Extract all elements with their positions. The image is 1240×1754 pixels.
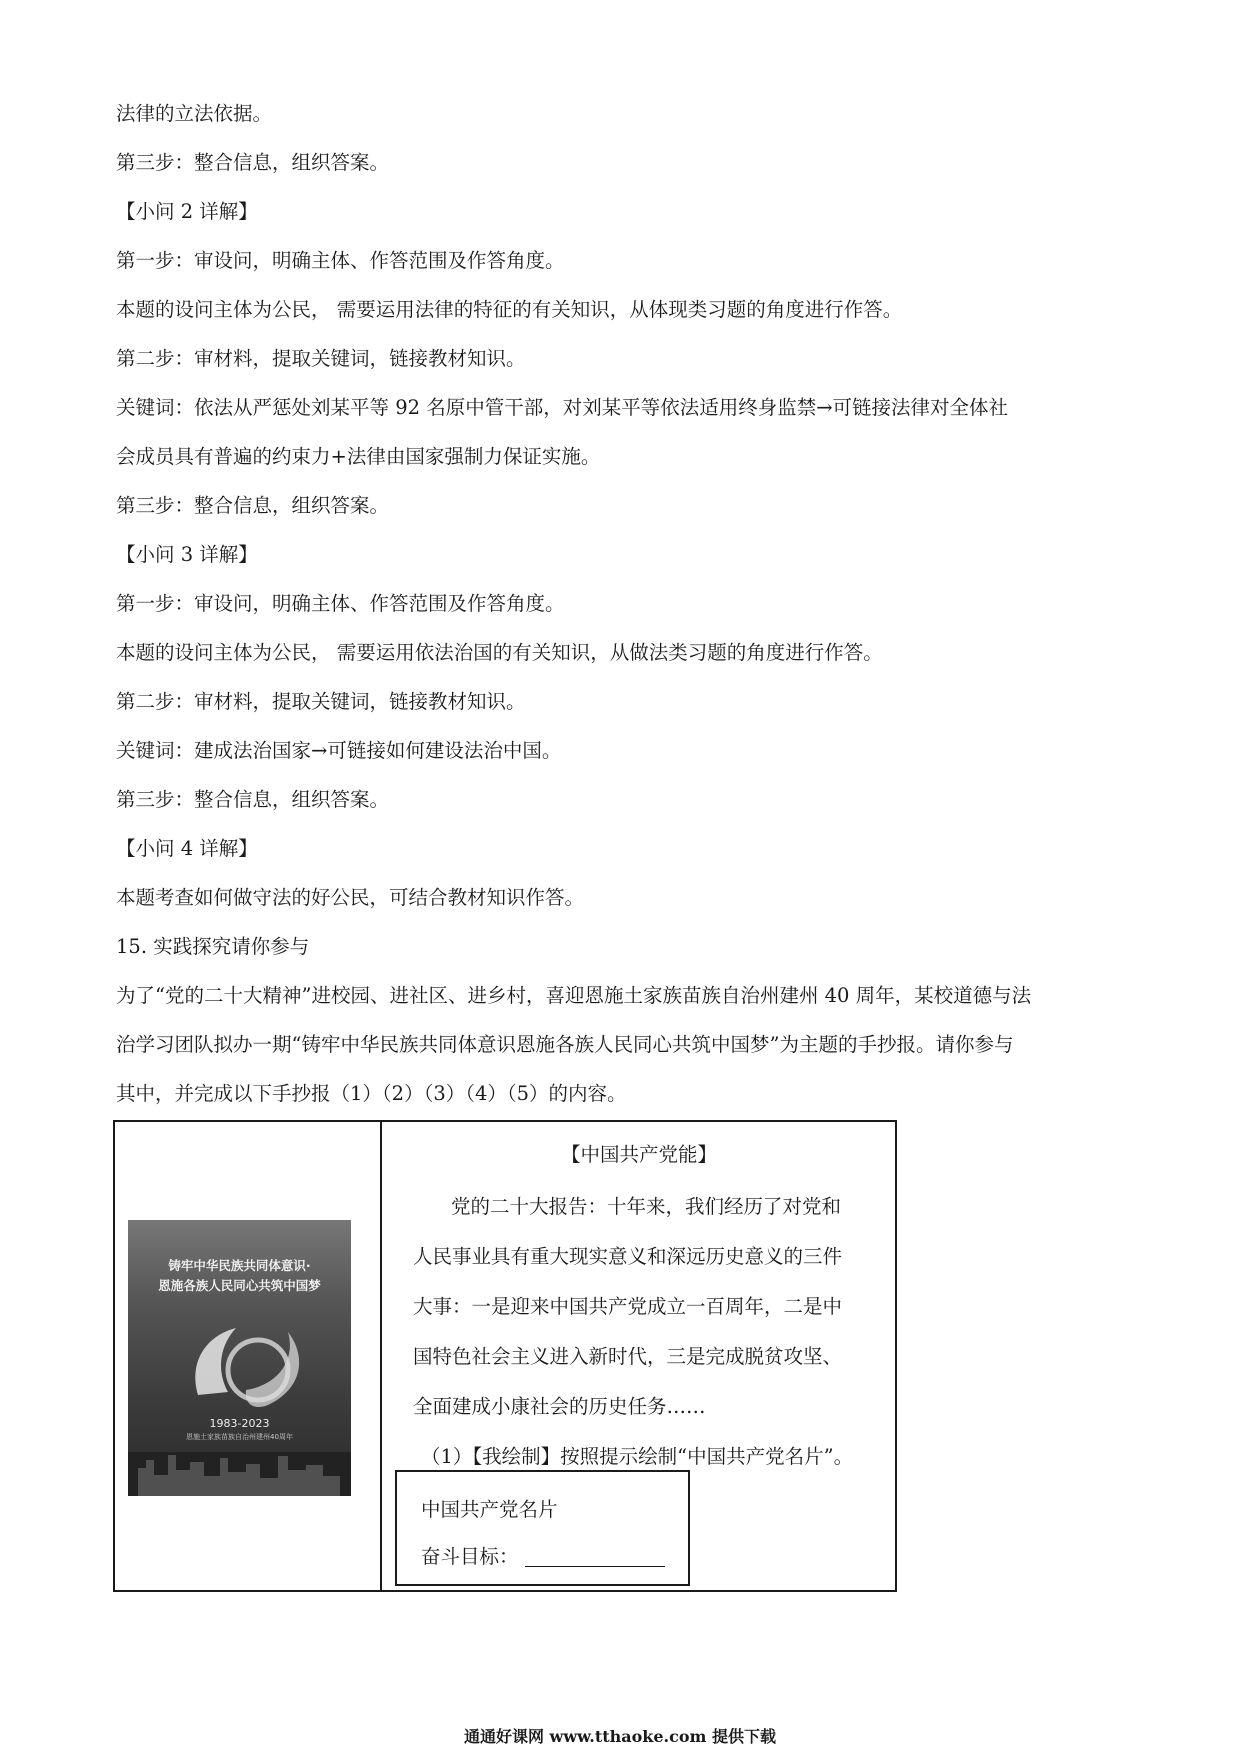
text-line: 治学习团队拟办一期“铸牢中华民族共同体意识恩施各族人民同心共筑中国梦”为主题的手抄报。请你参与	[116, 1033, 1014, 1056]
text-line: 本题的设问主体为公民， 需要运用法律的特征的有关知识，从体现类习题的角度进行作答。	[116, 298, 903, 321]
card-title: 中国共产党名片	[421, 1498, 558, 1521]
question-title: 15. 实践探究请你参与	[116, 935, 310, 958]
panel-paragraph-line: 党的二十大报告：十年来，我们经历了对党和	[451, 1195, 842, 1218]
poster-emblem	[128, 1220, 351, 1496]
text-line: 第三步：整合信息，组织答案。	[116, 494, 390, 517]
text-line: 第二步：审材料，提取关键词，链接教材知识。	[116, 690, 526, 713]
panel-heading: 【中国共产党能】	[561, 1143, 718, 1166]
text-line: 第二步：审材料，提取关键词，链接教材知识。	[116, 347, 526, 370]
handout-table	[113, 1120, 897, 1592]
poster-title-line1: 铸牢中华民族共同体意识·	[168, 1258, 311, 1273]
text-line: 会成员具有普遍的约束力+法律由国家强制力保证实施。	[116, 445, 601, 468]
goal-answer-blank[interactable]	[525, 1566, 665, 1567]
text-line: 其中，并完成以下手抄报（1）（2）（3）（4）（5）的内容。	[116, 1082, 627, 1105]
text-line: 第一步：审设问，明确主体、作答范围及作答角度。	[116, 249, 565, 272]
text-line: 关键词：建成法治国家→可链接如何建设法治中国。	[116, 739, 562, 762]
party-card	[395, 1470, 690, 1586]
task-instruction: （1）【我绘制】按照提示绘制“中国共产党名片”。	[421, 1445, 854, 1468]
panel-paragraph-line: 人民事业具有重大现实意义和深远历史意义的三件	[413, 1245, 843, 1268]
text-line: 第一步：审设问，明确主体、作答范围及作答角度。	[116, 592, 565, 615]
text-line: 第三步：整合信息，组织答案。	[116, 151, 390, 174]
table-divider	[380, 1122, 382, 1590]
section-heading: 【小问 4 详解】	[116, 837, 258, 860]
text-line: 本题考查如何做守法的好公民，可结合教材知识作答。	[116, 886, 585, 909]
poster-subtitle: 恩施土家族苗族自治州建州40周年	[186, 1433, 293, 1441]
section-heading: 【小问 2 详解】	[116, 200, 258, 223]
text-line: 关键词：依法从严惩处刘某平等 92 名原中管干部，对刘某平等依法适用终身监禁→可链接法律对全体社	[116, 396, 1009, 419]
text-line: 法律的立法依据。	[116, 102, 273, 125]
card-goal-row	[421, 1541, 665, 1569]
text-line: 为了“党的二十大精神”进校园、进社区、进乡村，喜迎恩施土家族苗族自治州建州 40 周年，某校道德与法	[116, 984, 1032, 1007]
poster-image	[128, 1220, 351, 1496]
poster-years: 1983-2023	[209, 1417, 270, 1430]
page-footer: 通通好课网 www.tthaoke.com 提供下载	[463, 1727, 777, 1746]
panel-paragraph-line: 全面建成小康社会的历史任务……	[413, 1395, 706, 1418]
panel-paragraph-line: 国特色社会主义进入新时代，三是完成脱贫攻坚、	[413, 1345, 843, 1368]
panel-paragraph-line: 大事：一是迎来中国共产党成立一百周年，二是中	[413, 1295, 843, 1318]
poster-title-line2: 恩施各族人民同心共筑中国梦	[158, 1278, 321, 1293]
section-heading: 【小问 3 详解】	[116, 543, 258, 566]
text-line: 本题的设问主体为公民， 需要运用依法治国的有关知识，从做法类习题的角度进行作答。	[116, 641, 883, 664]
text-line: 第三步：整合信息，组织答案。	[116, 788, 390, 811]
card-goal-label: 奋斗目标：	[421, 1545, 519, 1568]
